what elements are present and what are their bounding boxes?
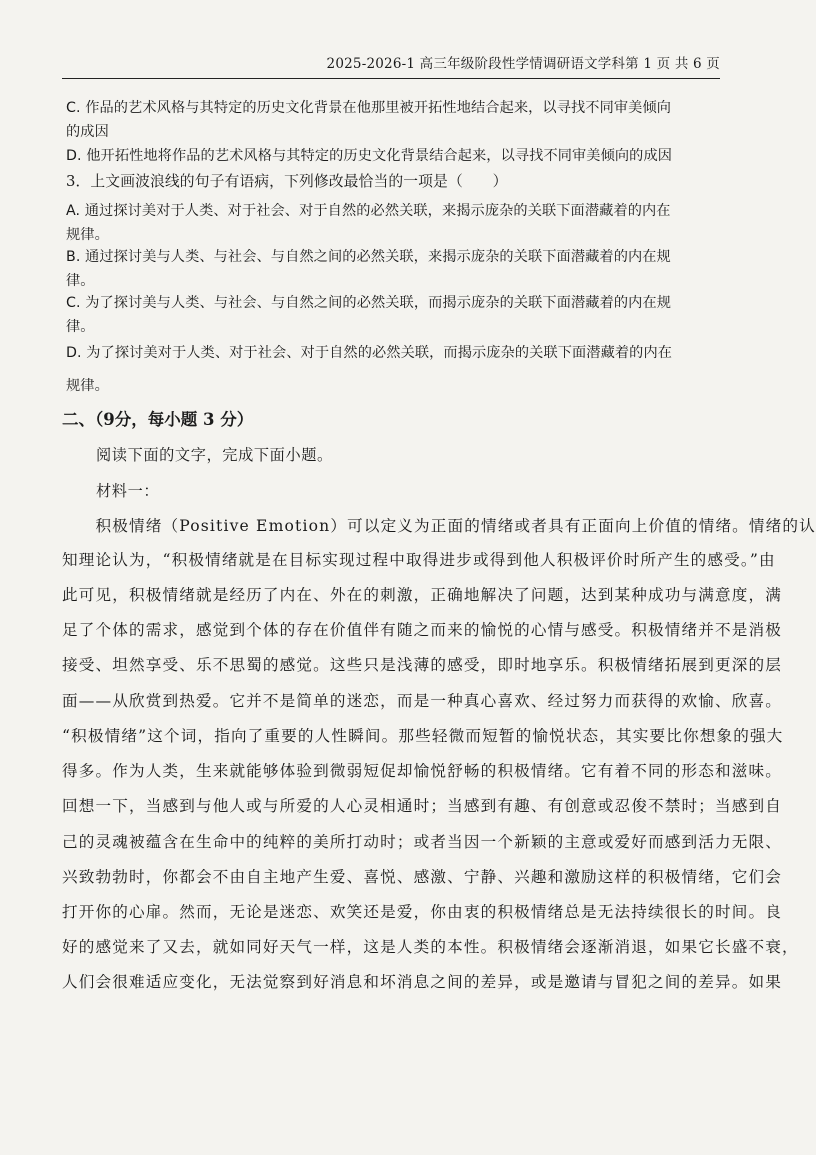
body-line: 人们会很难适应变化，无法觉察到好消息和坏消息之间的差异，或是邀请与冒犯之间的差异。如果 bbox=[62, 973, 782, 991]
body-line: 知理论认为，“积极情绪就是在目标实现过程中取得进步或得到他人积极评价时所产生的感受。”由 bbox=[62, 551, 776, 569]
header-text: 2025-2026-1 高三年级阶段性学情调研语文学科第 1 页 共 6 页 bbox=[326, 56, 720, 72]
option-d-line: D. 他开拓性地将作品的艺术风格与其特定的历史文化背景结合起来，以寻找不同审美倾向的成因 bbox=[66, 148, 673, 164]
material-label: 材料一： bbox=[96, 482, 160, 500]
question-3-stem: 3．上文画波浪线的句子有语病，下列修改最恰当的一项是（ ） bbox=[66, 173, 508, 190]
q3-option-b-line-2: 律。 bbox=[66, 273, 95, 289]
body-line: 己的灵魂被蕴含在生命中的纯粹的美所打动时；或者当因一个新颖的主意或爱好而感到活力无限、 bbox=[62, 833, 782, 851]
option-c-line-1: C. 作品的艺术风格与其特定的历史文化背景在他那里被开拓性地结合起来，以寻找不同审美倾向 bbox=[66, 100, 672, 116]
body-line: 接受、坦然享受、乐不思蜀的感觉。这些只是浅薄的感受，即时地享乐。积极情绪拓展到更深的层 bbox=[62, 656, 782, 674]
body-line: “积极情绪”这个词，指向了重要的人性瞬间。那些轻微而短暂的愉悦状态，其实要比你想象的强大 bbox=[62, 727, 784, 745]
q3-option-d-line-1: D. 为了探讨美对于人类、对于社会、对于自然的必然关联，而揭示庞杂的关联下面潜藏着的内在 bbox=[66, 345, 673, 361]
body-line: 此可见，积极情绪就是经历了内在、外在的刺激，正确地解决了问题，达到某种成功与满意度，满 bbox=[62, 586, 782, 604]
body-line: 足了个体的需求，感觉到个体的存在价值伴有随之而来的愉悦的心情与感受。积极情绪并不是消极 bbox=[62, 621, 782, 639]
page-header bbox=[62, 54, 720, 79]
reading-instruction: 阅读下面的文字，完成下面小题。 bbox=[96, 446, 333, 464]
body-line: 回想一下，当感到与他人或与所爱的人心灵相通时；当感到有趣、有创意或忍俊不禁时；当感到自 bbox=[62, 797, 782, 815]
body-line: 兴致勃勃时，你都会不由自主地产生爱、喜悦、感激、宁静、兴趣和激励这样的积极情绪，它们会 bbox=[62, 868, 782, 886]
section-2-title: 二、（9分，每小题 3 分） bbox=[62, 410, 254, 429]
q3-option-c-line-2: 律。 bbox=[66, 319, 95, 335]
body-line: 积极情绪（Positive Emotion）可以定义为正面的情绪或者具有正面向上价值的情绪。情绪的认 bbox=[62, 517, 816, 535]
body-line: 面——从欣赏到热爱。它并不是简单的迷恋，而是一种真心喜欢、经过努力而获得的欢愉、欣喜。 bbox=[62, 692, 782, 710]
body-line: 打开你的心扉。然而，无论是迷恋、欢笑还是爱，你由衷的积极情绪总是无法持续很长的时间。良 bbox=[62, 903, 782, 921]
q3-option-b-line-1: B. 通过探讨美与人类、与社会、与自然之间的必然关联，来揭示庞杂的关联下面潜藏着的内在规 bbox=[66, 249, 671, 265]
q3-option-d-line-2: 规律。 bbox=[66, 378, 109, 394]
body-line: 好的感觉来了又去，就如同好天气一样，这是人类的本性。积极情绪会逐渐消退，如果它长盛不衰， bbox=[62, 938, 799, 956]
q3-option-c-line-1: C. 为了探讨美与人类、与社会、与自然之间的必然关联，而揭示庞杂的关联下面潜藏着的内在规 bbox=[66, 295, 672, 311]
q3-option-a-line-1: A. 通过探讨美对于人类、对于社会、对于自然的必然关联，来揭示庞杂的关联下面潜藏着的内在 bbox=[66, 203, 671, 219]
option-c-line-2: 的成因 bbox=[66, 124, 109, 140]
q3-option-a-line-2: 规律。 bbox=[66, 227, 109, 243]
body-line: 得多。作为人类，生来就能够体验到微弱短促却愉悦舒畅的积极情绪。它有着不同的形态和滋味。 bbox=[62, 762, 782, 780]
